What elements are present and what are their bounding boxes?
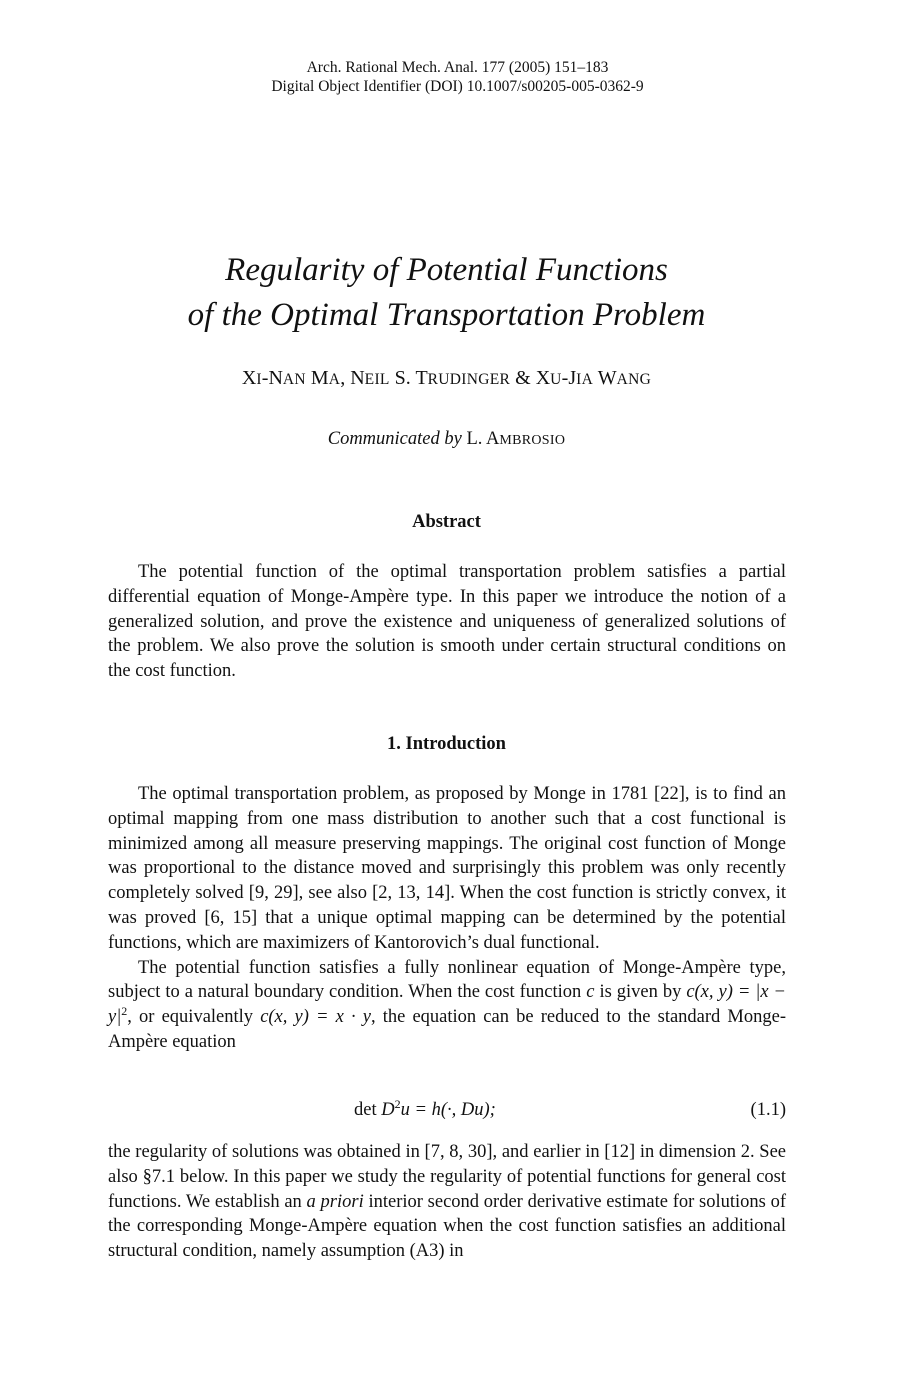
communicated-prefix: Communicated by <box>327 429 462 449</box>
author-text: N <box>268 367 283 389</box>
paper-title <box>0 248 893 338</box>
author-text: I <box>256 371 262 388</box>
math-inline: c(x, y) = x · y <box>260 1007 371 1028</box>
text-run: the regularity of solutions was obtained in [7, 8, 30], and earlier in [12] in dimension 2. See also §7.1 below. In this paper we study the regularity of potential functions for general cost functions. We establish an <box>108 1142 786 1212</box>
author-text: J <box>568 367 577 389</box>
intro-body-2 <box>108 1140 786 1264</box>
author-text: N <box>350 367 365 389</box>
intro-paragraph-3 <box>108 1140 786 1264</box>
author-text: A <box>328 371 341 388</box>
eq-sup: 2 <box>394 1096 401 1111</box>
journal-citation: Arch. Rational Mech. Anal. 177 (2005) 151–183 <box>306 59 609 76</box>
authors: XI-NAN MA, NEIL S. TRUDINGER & XU-JIA WANG <box>241 367 652 389</box>
section-heading-introduction: 1. Introduction <box>387 734 506 754</box>
intro-paragraph-1: The optimal transportation problem, as proposed by Monge in 1781 [22], is to find an optimal mapping from one mass distribution to another such that a cost functional is minimized among all measure preserving mappings. The original cost function of Monge was proportional to the distance moved and surprisingly this problem was only recently completely solved [9, 29], see also [2, 13, 14]. When the cost function is strictly convex, it was proved [6, 15] that a unique optimal mapping can be determined by the potential functions, which are maximizers of Kantorovich’s dual functional. <box>108 784 786 953</box>
abstract-text <box>108 560 786 684</box>
eq-d: D <box>381 1100 395 1120</box>
equation-1-1 <box>108 1097 786 1123</box>
author-text: U <box>550 371 562 388</box>
author-text: W <box>597 367 617 389</box>
eq-det: det <box>354 1100 377 1120</box>
author-text: X <box>535 367 551 389</box>
intro-body-1 <box>108 782 786 1055</box>
author-text: T <box>415 367 428 389</box>
author-text: X <box>241 367 257 389</box>
communicator-name: L. A <box>466 429 500 449</box>
intro-paragraph-2 <box>108 956 786 1055</box>
author-text: AN <box>282 371 306 388</box>
author-text: ANG <box>616 371 652 388</box>
emphasis: a priori <box>306 1191 364 1212</box>
text-run: , the equation can be reduced to the standard Monge-Ampère equation <box>108 1007 787 1052</box>
abstract-heading: Abstract <box>412 512 481 532</box>
author-text: EIL <box>364 371 390 388</box>
eq-rest: u = h(·, Du); <box>400 1100 496 1120</box>
text-run: The potential function satisfies a fully nonlinear equation of Monge-Ampère type, subject to a natural boundary condition. When the cost function <box>108 957 786 1003</box>
equation-number: (1.1) <box>750 1100 786 1120</box>
author-text: IA <box>576 371 594 388</box>
math-inline: c(x, y) = |x − y| <box>108 982 787 1028</box>
communicated-by <box>0 426 893 454</box>
author-text: RUDINGER <box>427 371 511 388</box>
abstract-paragraph: The potential function of the optimal transportation problem satisfies a partial differential equation of Monge-Ampère type. In this paper we introduce the notion of a generalized solution, and prove the existence and uniqueness of generalized solutions of the problem. We also prove the solution is smooth under certain structural conditions on the cost function. <box>108 562 786 682</box>
doi-line: Digital Object Identifier (DOI) 10.1007/s00205-005-0362-9 <box>271 78 644 95</box>
author-text: M <box>310 367 329 389</box>
text-run: is given by <box>599 982 682 1003</box>
title-line-2: of the Optimal Transportation Problem <box>187 297 706 333</box>
author-text: & <box>515 367 531 389</box>
math-sup: 2 <box>121 1004 128 1019</box>
title-line-1: Regularity of Potential Functions <box>225 252 668 288</box>
communicator-name-rest: MBROSIO <box>499 433 566 448</box>
text-run: , or equivalently <box>127 1007 254 1028</box>
text-run: interior second order derivative estimate for solutions of the corresponding Monge-Ampère equation when the cost function satisfies an additional structural condition, namely assumption (A3) in <box>108 1191 786 1262</box>
math-inline: c <box>586 982 595 1003</box>
equation-body <box>354 1097 496 1123</box>
author-text: S. <box>394 367 411 389</box>
